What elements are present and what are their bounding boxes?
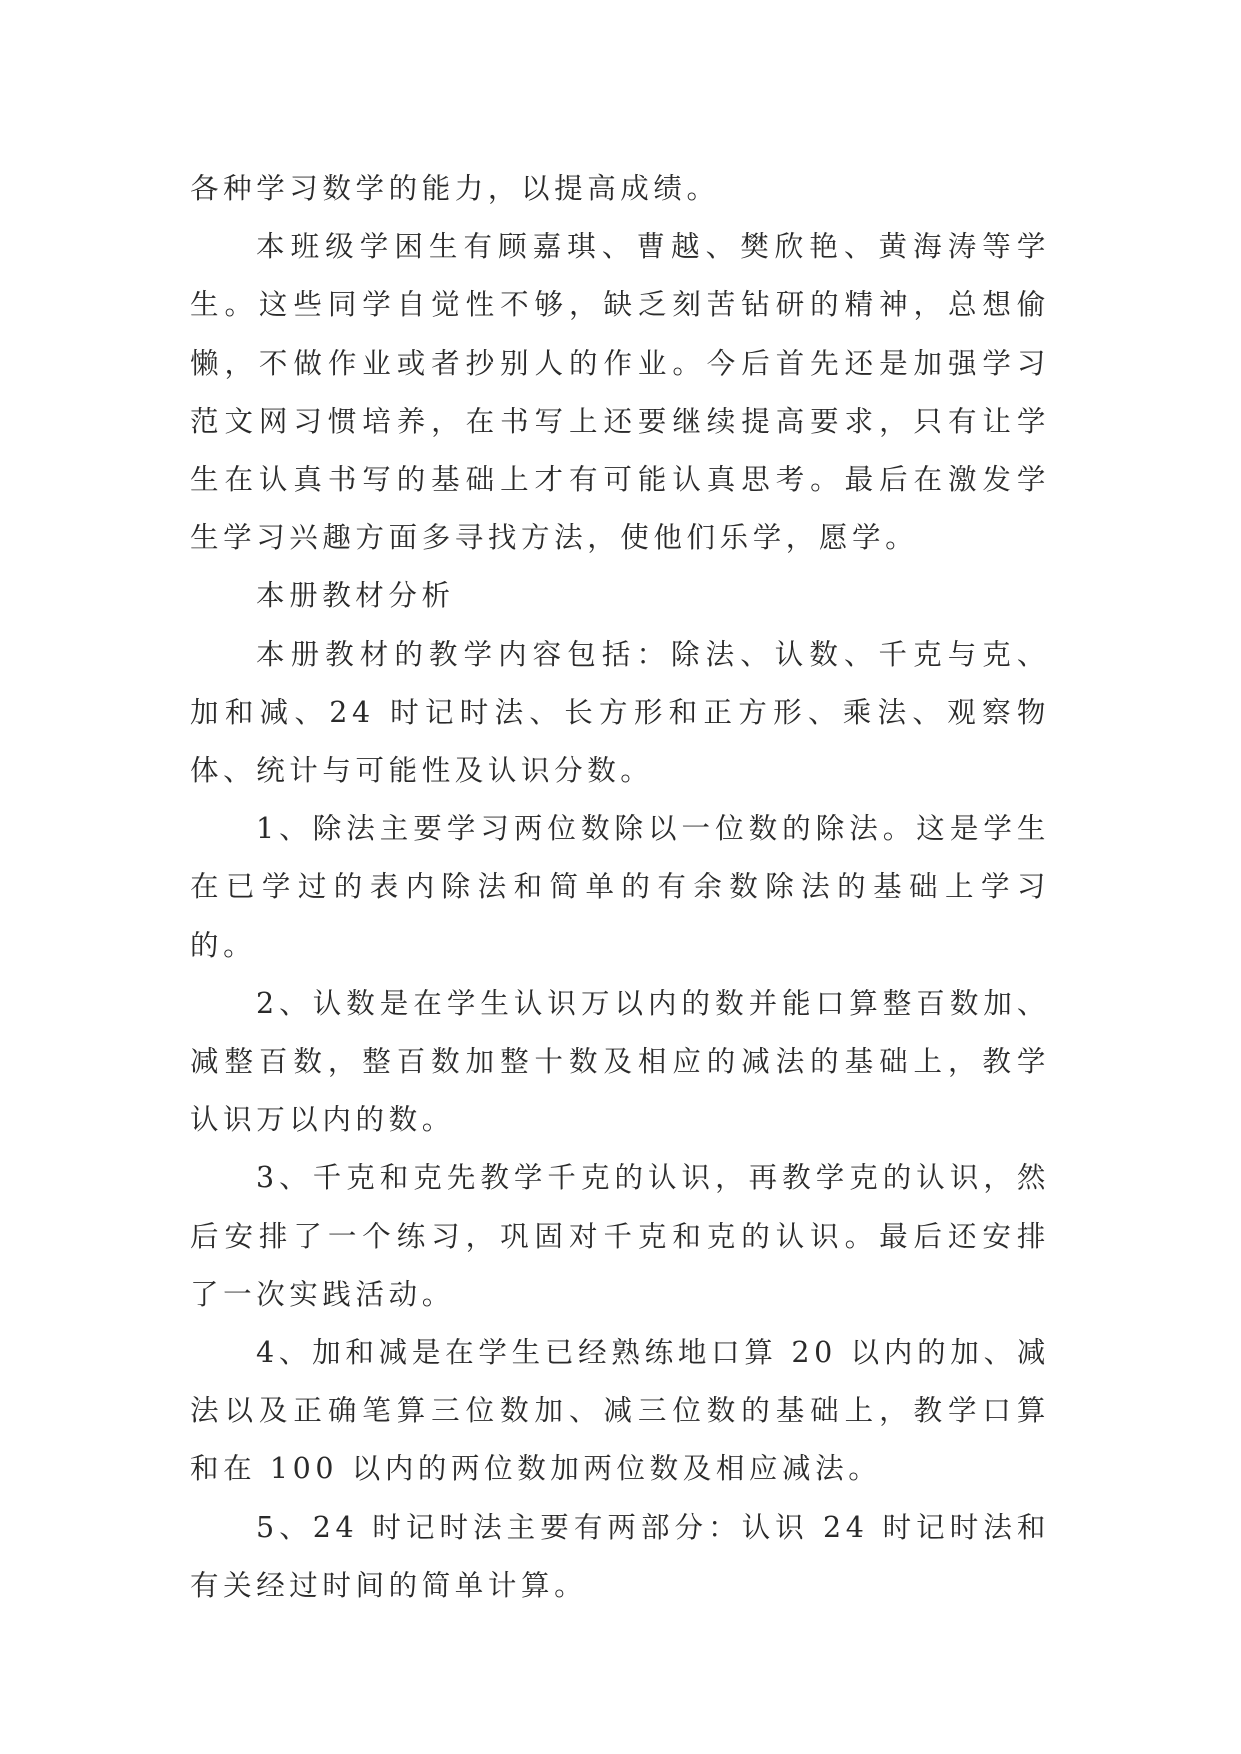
list-item-24-hour-time: 5、24 时记时法主要有两部分：认识 24 时记时法和有关经过时间的简单计算。 bbox=[190, 1510, 1050, 1602]
section-heading-textbook-analysis: 本册教材分析 bbox=[256, 579, 455, 613]
list-item-numbers: 2、认数是在学生认识万以内的数并能口算整百数加、减整百数，整百数加整十数及相应的减法的基础上，教学认识万以内的数。 bbox=[190, 986, 1050, 1137]
list-item-kilograms-grams: 3、千克和克先教学千克的认识，再教学克的认识，然后安排了一个练习，巩固对千克和克的认识。最后还安排了一次实践活动。 bbox=[190, 1161, 1050, 1311]
paragraph-continuation: 各种学习数学的能力，以提高成绩。 bbox=[190, 172, 720, 205]
list-item-addition-subtraction: 4、加和减是在学生已经熟练地口算 20 以内的加、减法以及正确笔算三位数加、减三位数的基础上，教学口算和在 100 以内的两位数加两位数及相应减法。 bbox=[190, 1336, 1050, 1486]
document-page bbox=[190, 160, 1050, 1615]
paragraph-struggling-students: 本班级学困生有顾嘉琪、曹越、樊欣艳、黄海涛等学生。这些同学自觉性不够，缺乏刻苦钻研的精神，总想偷懒，不做作业或者抄别人的作业。今后首先还是加强学习范文网习惯培养，在书写上还要继续提高要求，只有让学生在认真书写的基础上才有可能认真思考。最后在激发学生学习兴趣方面多寻找方法，使他们乐学，愿学。 bbox=[190, 230, 1050, 555]
paragraph-textbook-contents: 本册教材的教学内容包括：除法、认数、千克与克、加和减、24 时记时法、长方形和正方形、乘法、观察物体、统计与可能性及认识分数。 bbox=[190, 637, 1050, 788]
list-item-division: 1、除法主要学习两位数除以一位数的除法。这是学生在已学过的表内除法和简单的有余数除法的基础上学习的。 bbox=[190, 812, 1050, 962]
